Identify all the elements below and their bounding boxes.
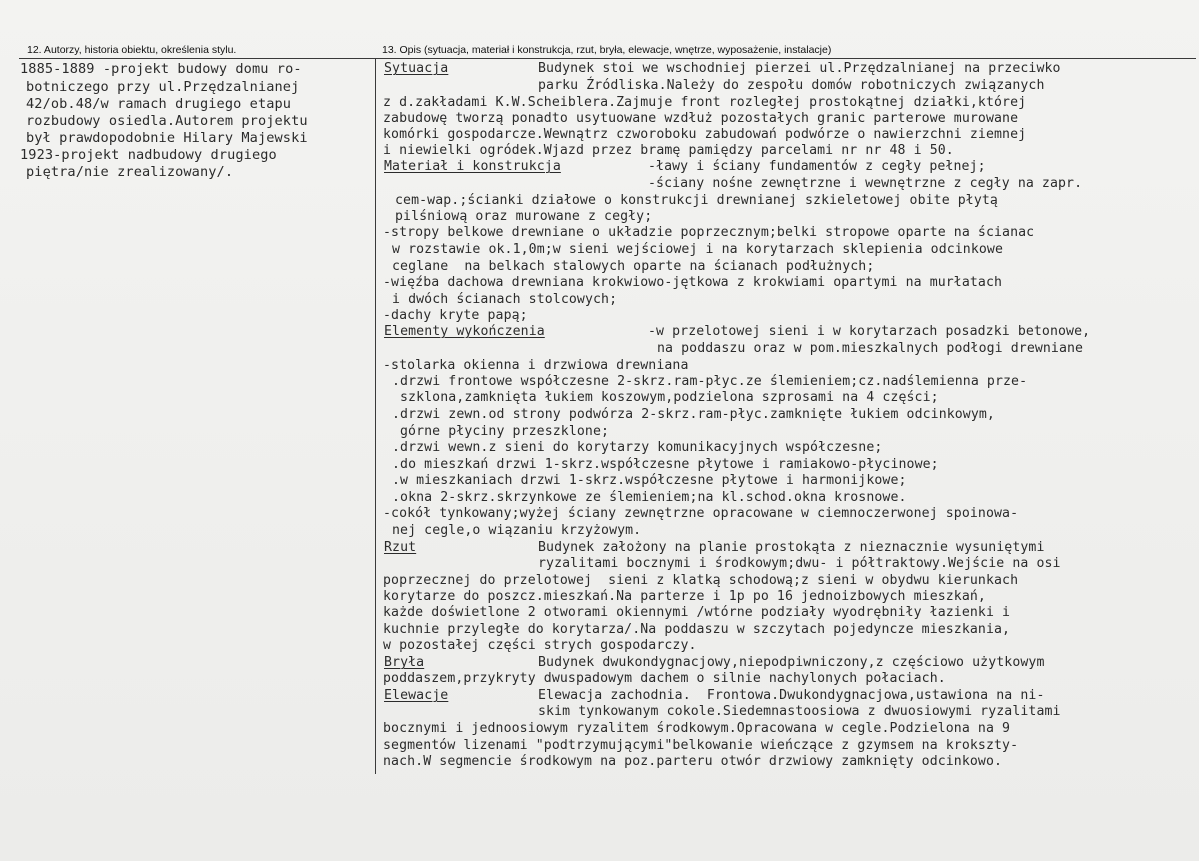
column-divider xyxy=(375,58,376,774)
text-line: -dachy kryte papą; xyxy=(383,308,528,323)
text-line: Budynek założony na planie prostokąta z nieznacznie wysuniętymi xyxy=(538,540,1045,555)
text-line: .drzwi zewn.od strony podwórza 2-skrz.ram-płyc.zamknięte łukiem odcinkowym, xyxy=(392,407,995,422)
text-line: był prawdopodobnie Hilary Majewski xyxy=(26,130,308,146)
section-heading-elewacje: Elewacje xyxy=(384,688,449,703)
text-line: ryzalitami bocznymi i środkowym;dwu- i półtraktowy.Wejście na osi xyxy=(538,556,1061,571)
text-line: -w przelotowej sieni i w korytarzach posadzki betonowe, xyxy=(648,324,1091,339)
text-line: -więźba dachowa drewniana krokwiowo-jętkowa z krokwiami opartymi na murłatach xyxy=(383,275,1003,290)
text-line: bocznymi i jednoosiowym ryzalitem środkowym.Opracowana w cegle.Podzielona na 9 xyxy=(383,721,1011,736)
text-line: .drzwi frontowe współczesne 2-skrz.ram-płyc.ze ślemieniem;cz.nadślemienna prze- xyxy=(392,374,1028,389)
text-line: w pozostałej części strych gospodarczy. xyxy=(383,638,697,653)
right-column-header: 13. Opis (sytuacja, materiał i konstrukcja, rzut, bryła, elewacje, wnętrze, wyposażenie, instalacje) xyxy=(382,44,832,56)
text-line: -ściany nośne zewnętrzne i wewnętrzne z cegły na zapr. xyxy=(648,176,1083,191)
text-line: .okna 2-skrz.skrzynkowe ze ślemieniem;na kl.schod.okna krosnowe. xyxy=(392,490,907,505)
text-line: .do mieszkań drzwi 1-skrz.współczesne płytowe i ramiakowo-płycinowe; xyxy=(392,457,939,472)
text-line: -stolarka okienna i drzwiowa drewniana xyxy=(383,358,689,373)
left-column-header: 12. Autorzy, historia obiektu, określenia stylu. xyxy=(27,44,237,56)
text-line: komórki gospodarcze.Wewnątrz czworoboku zabudowań podwórze o nawierzchni ziemnej xyxy=(383,127,1027,142)
text-line: górne płyciny przeszklone; xyxy=(400,424,610,439)
text-line: Budynek stoi we wschodniej pierzei ul.Przędzalnianej na przeciwko xyxy=(538,61,1061,76)
text-line: szklona,zamknięta łukiem koszowym,podzielona szprosami na 4 części; xyxy=(400,390,939,405)
text-line: -cokół tynkowany;wyżej ściany zewnętrzne opracowane w ciemnoczerwonej spoinowa- xyxy=(383,506,1019,521)
text-line: -stropy belkowe drewniane o układzie poprzecznym;belki stropowe oparte na ścianac xyxy=(383,225,1035,240)
text-line: zabudowę tworzą ponadto usytuowane wzdłuż pozostałych granic parterowe murowane xyxy=(383,111,1019,126)
text-line: poprzecznej do przelotowej sieni z klatką schodową;z sieni w obydwu kierunkach xyxy=(383,573,1019,588)
text-line: nach.W segmencie środkowym na poz.parteru otwór drzwiowy zamknięty odcinkowo. xyxy=(383,754,1003,769)
text-line: .drzwi wewn.z sieni do korytarzy komunikacyjnych współczesne; xyxy=(392,440,883,455)
text-line: ceglane na belkach stalowych oparte na ścianach podłużnych; xyxy=(392,259,875,274)
text-line: 1923-projekt nadbudowy drugiego xyxy=(20,147,277,163)
text-line: segmentów lizenami "podtrzymującymi"belkowanie wieńczące z gzymsem na krokszty- xyxy=(383,738,1019,753)
section-heading-sytuacja: Sytuacja xyxy=(384,61,449,76)
text-line: Budynek dwukondygnacjowy,niepodpiwniczony,z częściowo użytkowym xyxy=(538,655,1045,670)
text-line: i niewielki ogródek.Wjazd przez bramę pamiędzy parcelami nr nr 48 i 50. xyxy=(383,143,954,158)
text-line: skim tynkowanym cokole.Siedemnastoosiowa z dwuosiowymi ryzalitami xyxy=(538,704,1061,719)
text-line: .w mieszkaniach drzwi 1-skrz.współczesne płytowe i harmonijkowe; xyxy=(392,473,907,488)
text-line: pilśniową oraz murowane z cegły; xyxy=(395,209,653,224)
text-line: parku Źródliska.Należy do zespołu domów robotniczych związanych xyxy=(538,78,1045,93)
text-line: poddaszem,przykryty dwuspadowym dachem o silnie nachylonych połaciach. xyxy=(383,671,946,686)
text-line: Elewacja zachodnia. Frontowa.Dwukondygnacjowa,ustawiona na ni- xyxy=(538,688,1045,703)
text-line: kuchnie przyległe do korytarza/.Na poddaszu w szczytach pojedyncze mieszkania, xyxy=(383,622,1011,637)
text-line: 42/ob.48/w ramach drugiego etapu xyxy=(26,96,292,112)
text-line: korytarze do poszcz.mieszkań.Na parterze i 1p po 16 jednoizbowych mieszkań, xyxy=(383,589,986,604)
section-heading-material: Materiał i konstrukcja xyxy=(384,159,561,174)
text-line: z d.zakładami K.W.Scheiblera.Zajmuje front rozległej prostokątnej działki,której xyxy=(383,95,1027,110)
text-line: na poddaszu oraz w pom.mieszkalnych podłogi drewniane xyxy=(657,341,1084,356)
text-line: w rozstawie ok.1,0m;w sieni wejściowej i na korytarzach sklepienia odcinkowe xyxy=(392,242,1004,257)
section-heading-rzut: Rzut xyxy=(384,540,417,555)
text-line: i dwóch ścianach stolcowych; xyxy=(392,292,618,307)
text-line: nej cegle,o wiązaniu krzyżowym. xyxy=(392,523,642,538)
left-header-rule xyxy=(19,58,375,59)
text-line: cem-wap.;ścianki działowe o konstrukcji drewnianej szkieletowej obite płytą xyxy=(395,193,998,208)
section-heading-elementy: Elementy wykończenia xyxy=(384,324,545,339)
text-line: każde doświetlone 2 otworami okiennymi /wtórne podziały wyodrębniły łazienki i xyxy=(383,605,1011,620)
text-line: -ławy i ściany fundamentów z cegły pełnej; xyxy=(648,159,986,174)
right-header-rule xyxy=(376,58,1196,59)
text-line: botniczego przy ul.Przędzalnianej xyxy=(26,79,300,95)
text-line: 1885-1889 -projekt budowy domu ro- xyxy=(20,61,302,77)
section-heading-bryla: Bryła xyxy=(384,655,425,670)
text-line: piętra/nie zrealizowany/. xyxy=(26,164,234,180)
text-line: rozbudowy osiedla.Autorem projektu xyxy=(26,113,308,129)
